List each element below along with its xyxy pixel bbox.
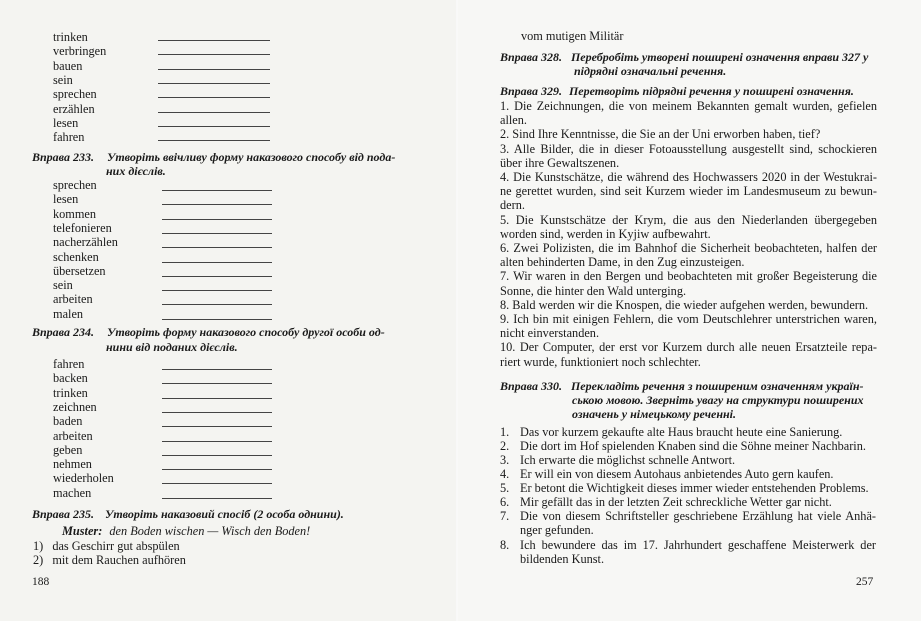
left-item-text: mit dem Rauchen aufhören: [52, 553, 186, 567]
sentence: 4. Die Kunstschätze, die während des Hochwassers 2020 in der Westukrai-ne gerettet wurden, sind seit Kurzem wieder im Landesmuseum zu bewun-dern.: [500, 170, 877, 213]
item-number: 5.: [500, 481, 510, 495]
sentence: 8. Bald werden wir die Knospen, die wieder aufgehen werden, bewundern.: [500, 297, 869, 312]
verb-list-item: erzählen: [53, 101, 95, 116]
left-item-number: 1): [33, 539, 44, 553]
exercise-234-text: Утворіть форму наказового способу другої особи од-: [106, 325, 385, 339]
exercise-330-heading: [500, 379, 864, 393]
answer-blank-line: [158, 112, 270, 113]
verb-list-item: trinken: [53, 385, 88, 400]
left-page: [0, 0, 456, 621]
sentence: 9. Ich bin mit einigen Fehlern, die vom Deutschlehrer unterstrichen waren, nicht einverstanden.: [500, 312, 877, 341]
verb-list-item: machen: [53, 485, 92, 500]
answer-blank-line: [158, 126, 270, 127]
item-text: Die dort im Hof spielenden Knaben sind die Söhne meiner Nachbarin.: [520, 439, 866, 453]
answer-blank-line: [162, 304, 272, 305]
verb-list-item: nacherzählen: [53, 235, 118, 250]
exercise-330-text: Перекладіть речення з поширеним означенням україн-: [570, 379, 864, 393]
sentence-list: [500, 99, 877, 369]
item-text: Er will ein von diesem Autohaus anbietendes Auto gern kaufen.: [520, 467, 834, 481]
exercise-330-item: [500, 495, 878, 509]
exercise-330-label: Вправа 330.: [500, 379, 562, 393]
verb-list-item: fahren: [53, 357, 85, 371]
verb-list-item: kommen: [53, 206, 97, 221]
left-item-text: das Geschirr gut abspülen: [52, 539, 180, 553]
answer-blank-line: [162, 247, 272, 248]
exercise-328-text-cont: підрядні означальні речення.: [574, 64, 727, 78]
exercise-330-item: [500, 425, 878, 439]
sentence: 7. Wir waren in den Bergen und beobachteten mit großer Begeisterung die Sonne, die hinter den Wald unterging.: [500, 269, 877, 298]
item-text: Er betont die Wichtigkeit dieses immer wieder entstehenden Problems.: [520, 481, 869, 495]
answer-blank-line: [162, 483, 272, 484]
verb-list-item: arbeiten: [53, 428, 93, 443]
item-number: 1.: [500, 425, 510, 439]
verb-list-item: sprechen: [53, 87, 97, 102]
answer-blank-line: [162, 276, 272, 277]
verb-list-item: bauen: [53, 58, 83, 73]
page-number-left: 188: [32, 576, 50, 588]
exercise-235-label: Вправа 235.: [32, 507, 94, 521]
verb-list-item: verbringen: [53, 44, 107, 59]
right-page: [458, 0, 921, 621]
answer-blank-line: [162, 441, 272, 442]
item-number: 8.: [500, 538, 510, 552]
left-item-number: 2): [33, 553, 44, 567]
exercise-328-text: Перебробіть утворені поширені означення вправи 327 у: [570, 50, 869, 64]
item-text: Ich bewundere das im 17. Jahrhundert geschaffene Meisterwerk der bildenden Kunst.: [520, 538, 876, 567]
item-number: 6.: [500, 495, 510, 509]
exercise-235-text: Утворіть наказовий спосіб (2 особа однини).: [104, 507, 344, 521]
exercise-330-item: [500, 538, 878, 566]
left-item-1: [33, 539, 180, 553]
answer-blank-line: [162, 412, 272, 413]
exercise-234-label: Вправа 234.: [32, 325, 94, 339]
muster-line: [62, 524, 310, 538]
answer-blank-line: [162, 383, 272, 384]
item-text: Die von diesem Schriftsteller geschriebene Erzählung hat viele Anhä-nger gefunden.: [520, 509, 876, 538]
answer-blank-line: [158, 69, 270, 70]
exercise-233-text: Утворіть ввічливу форму наказового способу від пода-: [106, 150, 396, 164]
answer-blank-line: [162, 262, 272, 263]
exercise-330-text-cont: ською мовою. Зверніть увагу на структури поширених: [572, 393, 864, 407]
answer-blank-line: [158, 140, 270, 141]
answer-blank-line: [162, 319, 272, 320]
top-line: vom mutigen Militär: [521, 29, 624, 43]
answer-blank-line: [158, 40, 270, 41]
verb-list-item: sprechen: [53, 178, 97, 192]
verb-list-item: sein: [53, 72, 73, 87]
item-text: Mir gefällt das in der letzten Zeit schreckliche Wetter gar nicht.: [520, 495, 832, 509]
verb-list-item: arbeiten: [53, 292, 93, 307]
item-number: 2.: [500, 439, 510, 453]
answer-blank-line: [162, 233, 272, 234]
verb-list-item: wiederholen: [53, 471, 114, 486]
sentence: 5. Die Kunstschätze der Krym, die aus den Niederlanden übergegeben worden sind, werden in Kyjiw aufbewahrt.: [500, 212, 877, 241]
exercise-330-item: [500, 467, 878, 481]
answer-blank-line: [162, 204, 272, 205]
exercise-328-heading: [500, 50, 868, 64]
exercise-233-heading: [32, 150, 395, 164]
verb-list-item: übersetzen: [53, 263, 106, 278]
exercise-328-label: Вправа 328.: [500, 50, 562, 64]
answer-blank-line: [162, 455, 272, 456]
exercise-234-heading: [32, 325, 385, 339]
exercise-330-text-cont2: означень у німецькому реченні.: [572, 407, 736, 421]
answer-blank-line: [162, 498, 272, 499]
sentence: 2. Sind Ihre Kenntnisse, die Sie an der Uni erworben haben, tief?: [500, 127, 821, 142]
exercise-330-item: [500, 439, 878, 453]
exercise-233-text-cont: них дієслів.: [106, 164, 166, 178]
sentence: 3. Alle Bilder, die in dieser Fotoausstellung ausgestellt sind, schockieren über ihre Gewaltszenen.: [500, 141, 877, 170]
answer-blank-line: [158, 83, 270, 84]
item-number: 4.: [500, 467, 510, 481]
verb-list-item: telefonieren: [53, 220, 112, 235]
verb-list-item: backen: [53, 371, 88, 386]
exercise-330-item: [500, 453, 878, 467]
verb-list-item: lesen: [53, 115, 79, 130]
item-text: Ich erwarte die möglichst schnelle Antwort.: [520, 453, 736, 467]
answer-blank-line: [162, 469, 272, 470]
exercise-330-item: [500, 481, 878, 495]
verb-list-item: zeichnen: [53, 399, 97, 414]
verb-list-item: nehmen: [53, 457, 92, 472]
exercise-329-label: Вправа 329.: [500, 84, 562, 98]
muster-text: den Boden wischen — Wisch den Boden!: [109, 524, 311, 538]
item-text: Das vor kurzem gekaufte alte Haus braucht heute eine Sanierung.: [520, 425, 843, 439]
page-number-right: 257: [856, 576, 874, 588]
verb-list-item: geben: [53, 442, 83, 457]
exercise-329-heading: [500, 84, 854, 98]
sentence: 1. Die Zeichnungen, die von meinem Bekannten gemalt wurden, gefielen allen.: [500, 99, 877, 128]
item-number: 3.: [500, 453, 510, 467]
answer-blank-line: [162, 398, 272, 399]
verb-list-item: lesen: [53, 192, 79, 207]
exercise-330-item: [500, 509, 878, 537]
left-item-2: [33, 553, 186, 567]
item-number: 7.: [500, 509, 510, 523]
answer-blank-line: [158, 97, 270, 98]
verb-list-item: malen: [53, 306, 84, 321]
verb-list-item: baden: [53, 414, 83, 429]
exercise-234-text-cont: нини від поданих дієслів.: [106, 340, 238, 354]
exercise-235-heading: [32, 507, 344, 521]
answer-blank-line: [162, 369, 272, 370]
answer-blank-line: [158, 54, 270, 55]
answer-blank-line: [162, 219, 272, 220]
verb-list-item: schenken: [53, 249, 99, 264]
verb-list-item: sein: [53, 278, 73, 293]
verb-list-item: fahren: [53, 130, 85, 145]
answer-blank-line: [162, 290, 272, 291]
verb-list-item: trinken: [53, 30, 88, 44]
answer-blank-line: [162, 426, 272, 427]
muster-label: Muster:: [62, 524, 103, 538]
exercise-329-text: Перетворіть підрядні речення у поширені означення.: [568, 84, 854, 98]
exercise-233-label: Вправа 233.: [32, 150, 94, 164]
sentence: 10. Der Computer, der erst vor Kurzem durch alle neuen Ersatzteile repa-riert wurde, funktioniert noch schlechter.: [500, 340, 877, 369]
answer-blank-line: [162, 190, 272, 191]
sentence: 6. Zwei Polizisten, die im Bahnhof die Sicherheit beobachteten, halfen der alten behinderten Dame, in den Zug einzusteigen.: [500, 241, 877, 270]
